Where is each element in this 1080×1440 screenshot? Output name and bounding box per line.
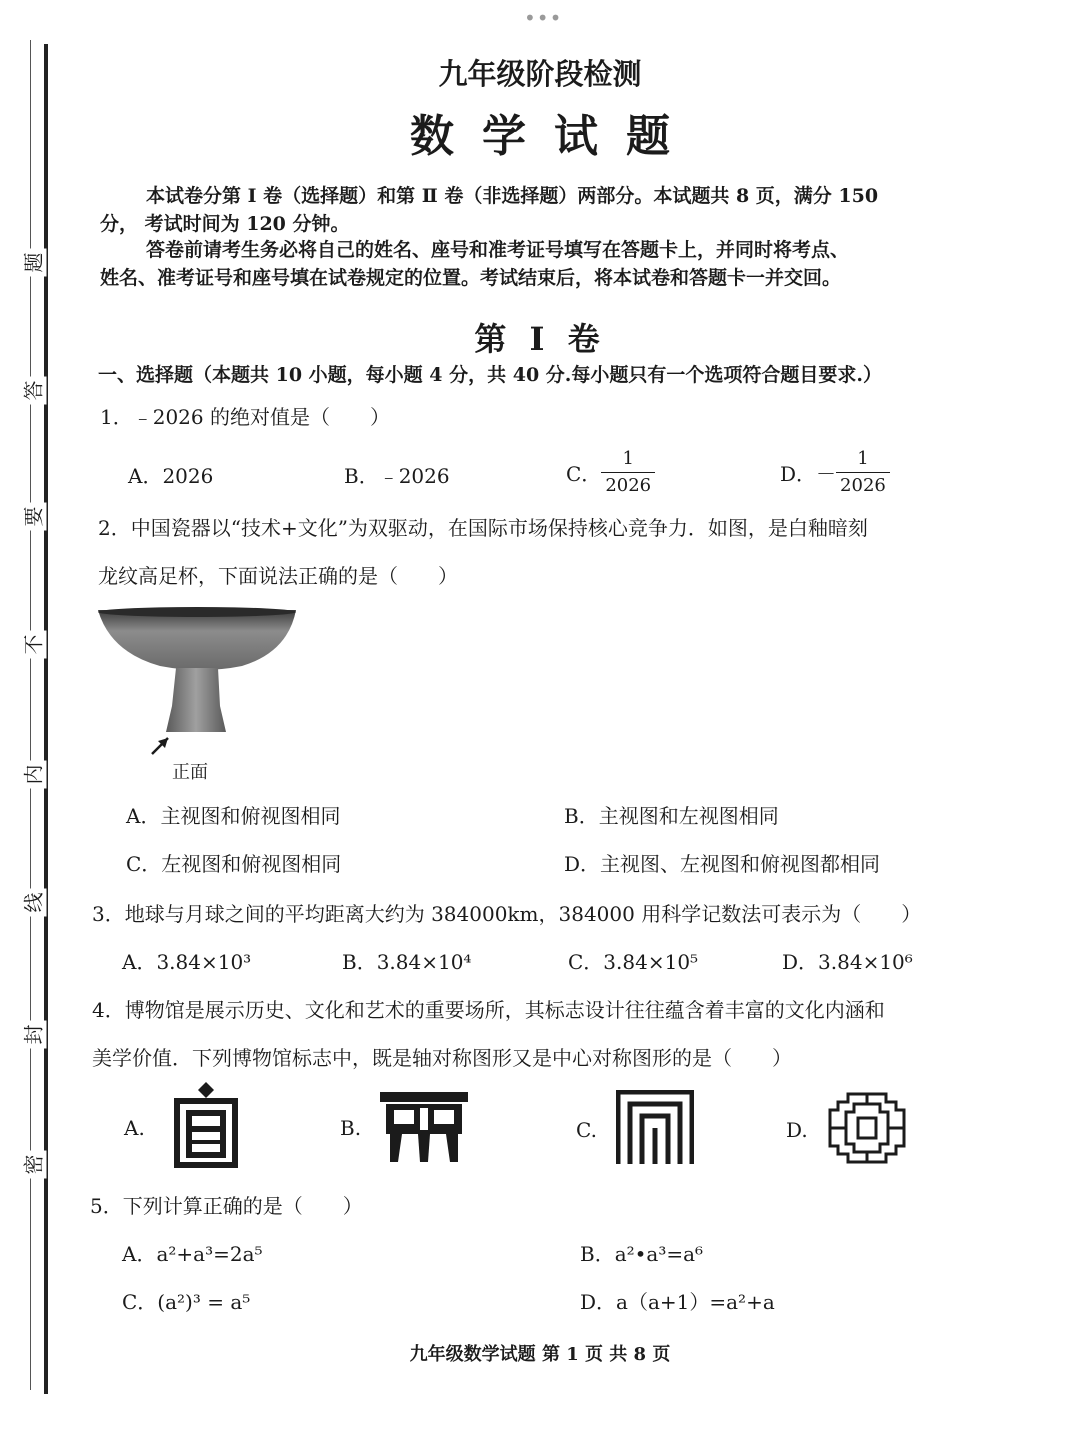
instructions-line: 分， 考试时间为 120 分钟。 [100,213,350,235]
exam-title: 九年级阶段检测 [438,57,642,91]
seal-char: 不 [18,631,47,659]
q3-option-b: B．3.84×10⁴ [342,950,472,974]
fraction-denominator: 2026 [605,475,652,496]
museum-logo-d-icon [826,1090,908,1166]
q1-option-c-label: C． [566,462,602,486]
q1-option-c-fraction [601,446,655,499]
question-5-stem: 5．下列计算正确的是（ ） [90,1194,363,1218]
volume-title: 第 Ⅰ 卷 [474,320,606,358]
question-3-stem: 3．地球与月球之间的平均距离大约为 384000km，384000 用科学记数法可表示为（ ） [92,902,922,926]
question-1-stem: 1．﹣2026 的绝对值是（ ） [100,405,390,429]
q2-option-a: A．主视图和俯视图相同 [126,804,341,828]
q1-option-a: A．2026 [128,464,214,488]
window-more-dots[interactable]: ••• [524,6,563,30]
section-title: 一、选择题（本题共 10 小题，每小题 4 分，共 40 分.每小题只有一个选项符合题目要求.） [98,364,883,386]
instructions-line: 本试卷分第 Ⅰ 卷（选择题）和第 Ⅱ 卷（非选择题）两部分。本试题共 8 页，满分 150 [146,185,879,207]
fraction-numerator: 1 [836,446,890,473]
instructions-line: 姓名、准考证号和座号填在试卷规定的位置。考试结束后，将本试卷和答题卡一并交回。 [100,267,842,289]
question-2-stem-line2: 龙纹高足杯，下面说法正确的是（ ） [98,564,458,588]
q1-option-d-fraction [836,446,890,499]
q1-option-b: B．﹣2026 [344,464,450,488]
instructions-line: 答卷前请考生务必将自己的姓名、座号和准考证号填写在答题卡上，并同时将考点、 [146,239,850,261]
binding-margin-thin-line [30,40,31,1390]
seal-char: 封 [18,1021,47,1049]
question-4-stem-line1: 4．博物馆是展示历史、文化和艺术的重要场所，其标志设计往往蕴含着丰富的文化内涵和 [92,998,885,1022]
stem-cup-figure [92,600,312,760]
q2-option-c: C．左视图和俯视图相同 [126,852,342,876]
museum-logo-c-icon [616,1090,694,1166]
question-4-stem-line2: 美学价值．下列博物馆标志中，既是轴对称图形又是中心对称图形的是（ ） [92,1046,792,1070]
q3-option-a: A．3.84×10³ [122,950,252,974]
q1-option-d-label: D．－ [780,462,837,486]
seal-char: 要 [18,503,47,531]
q4-option-a-label: A. [124,1116,145,1140]
seal-char: 内 [18,761,47,789]
seal-char: 答 [18,377,47,405]
seal-char: 线 [18,889,47,917]
museum-logo-b-icon [380,1092,468,1164]
q3-option-d: D．3.84×10⁶ [782,950,913,974]
q5-option-c: C．(a²)³ = a⁵ [122,1290,251,1314]
seal-char: 题 [18,249,47,277]
question-2-stem-line1: 2．中国瓷器以“技术+文化”为双驱动，在国际市场保持核心竞争力．如图，是白釉暗刻 [98,516,868,540]
q3-option-c: C．3.84×10⁵ [568,950,699,974]
binding-margin-line [44,44,48,1394]
q1-option-c [566,446,655,499]
q2-option-d: D．主视图、左视图和俯视图都相同 [564,852,881,876]
seal-char: 密 [18,1151,47,1179]
exam-subtitle: 数学试题 [410,111,698,162]
museum-logo-a-icon [170,1080,242,1170]
figure-label-front: 正面 [172,762,208,783]
q4-option-b-label: B. [340,1116,362,1140]
fraction-numerator: 1 [601,446,655,473]
q4-option-c-label: C. [576,1118,597,1142]
q5-option-d: D．a（a+1）=a²+a [580,1290,775,1314]
q2-option-b: B．主视图和左视图相同 [564,804,779,828]
q5-option-a: A．a²+a³=2a⁵ [122,1242,263,1266]
fraction-denominator: 2026 [840,475,886,496]
q5-option-b: B．a²•a³=a⁶ [580,1242,704,1266]
page-footer: 九年级数学试题 第 1 页 共 8 页 [409,1344,671,1365]
q4-option-d-label: D. [786,1118,808,1142]
q1-option-d [780,446,890,499]
